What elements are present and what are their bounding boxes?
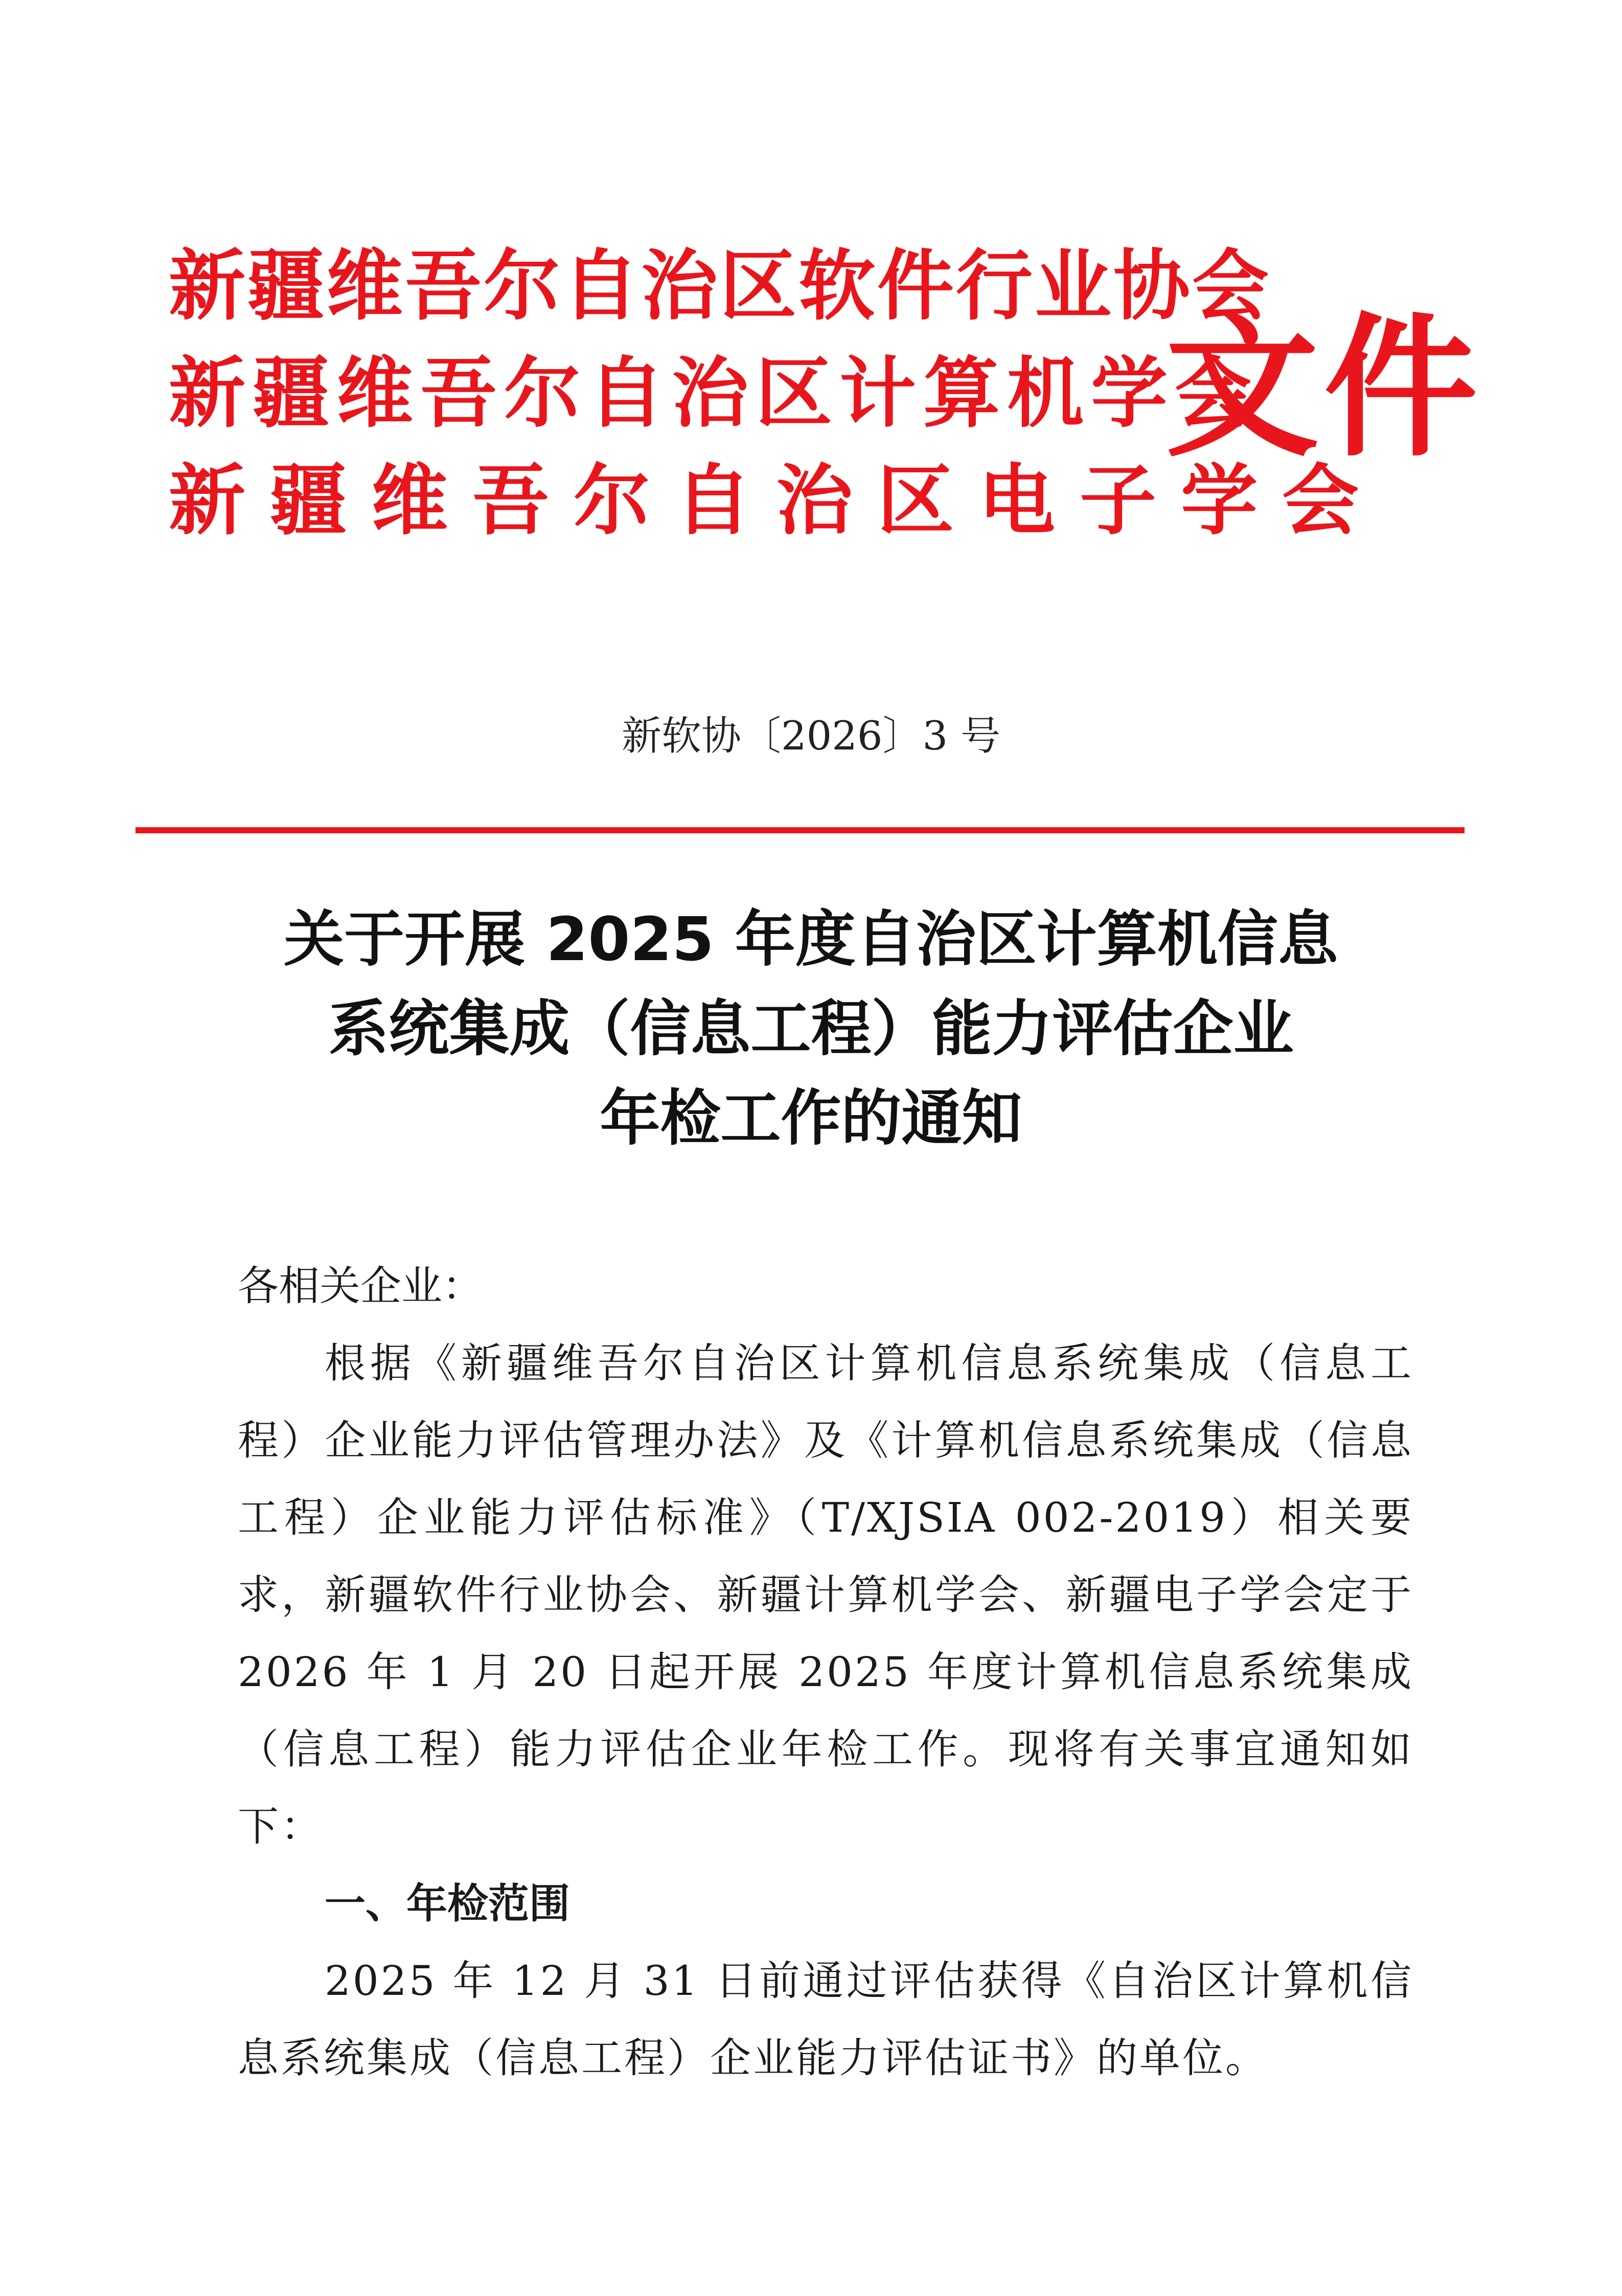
red-masthead (169, 233, 1482, 550)
document-number: 新软协〔2026〕3 号 (622, 713, 1000, 759)
title-line-1: 关于开展 2025 年度自治区计算机信息 (284, 904, 1338, 974)
org-name-computer-society: 新疆维吾尔自治区计算机学会 (169, 349, 1259, 438)
red-divider-line (135, 827, 1465, 833)
document-title (0, 895, 1622, 1163)
title-line-3: 年检工作的通知 (600, 1083, 1022, 1153)
document-type-label: 文件 (1166, 299, 1482, 478)
org-name-electronics-society: 新疆维吾尔自治区电子学会 (169, 457, 1384, 545)
section-heading-scope: 一、年检范围 (325, 1880, 570, 1927)
intro-paragraph: 根据《新疆维吾尔自治区计算机信息系统集成（信息工程）企业能力评估管理办法》及《计算机信息系统集成（信息工程）企业能力评估标准》（T/XJSIA 002-2019）相关要求，新疆软件行业协会、新疆计算机学会、新疆电子学会定于 2026 年 1 月 20 日起开展 2025 年度计算机信息系统集成（信息工程）能力评估企业年检工作。现将有关事宜通知如下： (238, 1339, 1413, 1850)
section-scope-paragraph: 2025 年 12 月 31 日前通过评估获得《自治区计算机信息系统集成（信息工程）企业能力评估证书》的单位。 (238, 1957, 1413, 2082)
org-name-software-association: 新疆维吾尔自治区软件行业协会 (169, 242, 1271, 331)
document-body (238, 1247, 1413, 2097)
salutation: 各相关企业： (238, 1262, 483, 1310)
title-line-2: 系统集成（信息工程）能力评估企业 (328, 993, 1294, 1064)
